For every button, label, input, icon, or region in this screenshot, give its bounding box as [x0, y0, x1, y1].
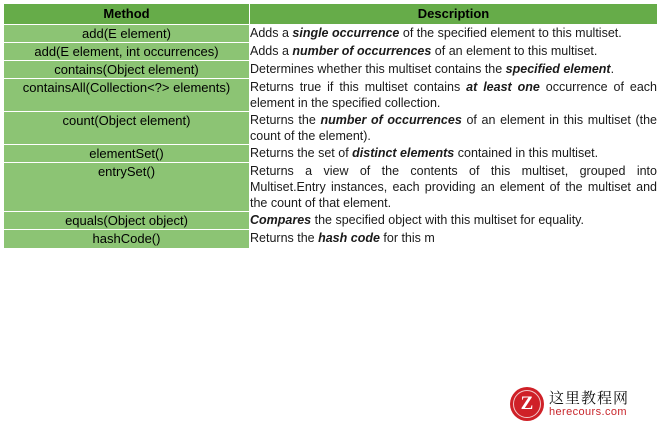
method-description-cell: Returns the set of distinct elements contained in this multiset.: [250, 145, 658, 163]
method-signature-cell: entrySet(): [4, 163, 250, 212]
table-body: [4, 25, 658, 249]
emphasized-term: number of occurrences: [292, 44, 432, 58]
table-row: [4, 79, 658, 112]
table-row: [4, 112, 658, 145]
multiset-methods-table: [3, 3, 658, 249]
watermark-site-domain: herecours.com: [549, 406, 627, 419]
table-row: [4, 61, 658, 79]
method-description-cell: Returns true if this multiset contains at least one occurrence of each element in the specified collection.: [250, 80, 657, 110]
table-row: [4, 145, 658, 163]
watermark-text: [549, 390, 629, 419]
watermark-logo: [510, 383, 656, 425]
method-signature-cell: equals(Object object): [4, 212, 250, 230]
method-description-cell: Compares the specified object with this multiset for equality.: [250, 212, 658, 230]
emphasized-term: hash code: [318, 231, 380, 245]
table-header-row: [4, 4, 658, 25]
method-signature-cell: count(Object element): [4, 112, 250, 145]
emphasized-term: single occurrence: [292, 26, 400, 40]
table-row: [4, 212, 658, 230]
table-row: [4, 43, 658, 61]
method-description-cell: Adds a number of occurrences of an element to this multiset.: [250, 43, 658, 61]
table-row: [4, 163, 658, 212]
table-row: [4, 230, 658, 249]
watermark-badge-icon: Z: [510, 387, 544, 421]
method-signature-cell: containsAll(Collection<?> elements): [4, 79, 250, 112]
column-header-description: Description: [250, 4, 658, 25]
method-description-cell: Returns the hash code for this m: [250, 230, 658, 249]
emphasized-term: number of occurrences: [320, 113, 462, 127]
method-description-cell: Returns the number of occurrences of an element in this multiset (the count of the element).: [250, 113, 657, 143]
watermark-site-name-cn: 这里教程网: [549, 388, 630, 407]
emphasized-term: at least one: [466, 80, 540, 94]
method-signature-cell: add(E element, int occurrences): [4, 43, 250, 61]
method-description-cell: Determines whether this multiset contains the specified element.: [250, 61, 658, 79]
method-signature-cell: contains(Object element): [4, 61, 250, 79]
method-signature-cell: hashCode(): [4, 230, 250, 249]
document-page: [0, 3, 660, 427]
emphasized-term: distinct elements: [352, 146, 455, 160]
emphasized-term: Compares: [250, 213, 312, 227]
column-header-method: Method: [4, 4, 250, 25]
emphasized-term: specified element: [505, 62, 611, 76]
method-signature-cell: add(E element): [4, 25, 250, 43]
table-row: [4, 25, 658, 43]
method-description-cell: Adds a single occurrence of the specified element to this multiset.: [250, 25, 658, 43]
method-description-cell: Returns a view of the contents of this multiset, grouped into Multiset.Entry instances, each providing an element of the multiset and the count of that element.: [250, 164, 657, 210]
method-signature-cell: elementSet(): [4, 145, 250, 163]
